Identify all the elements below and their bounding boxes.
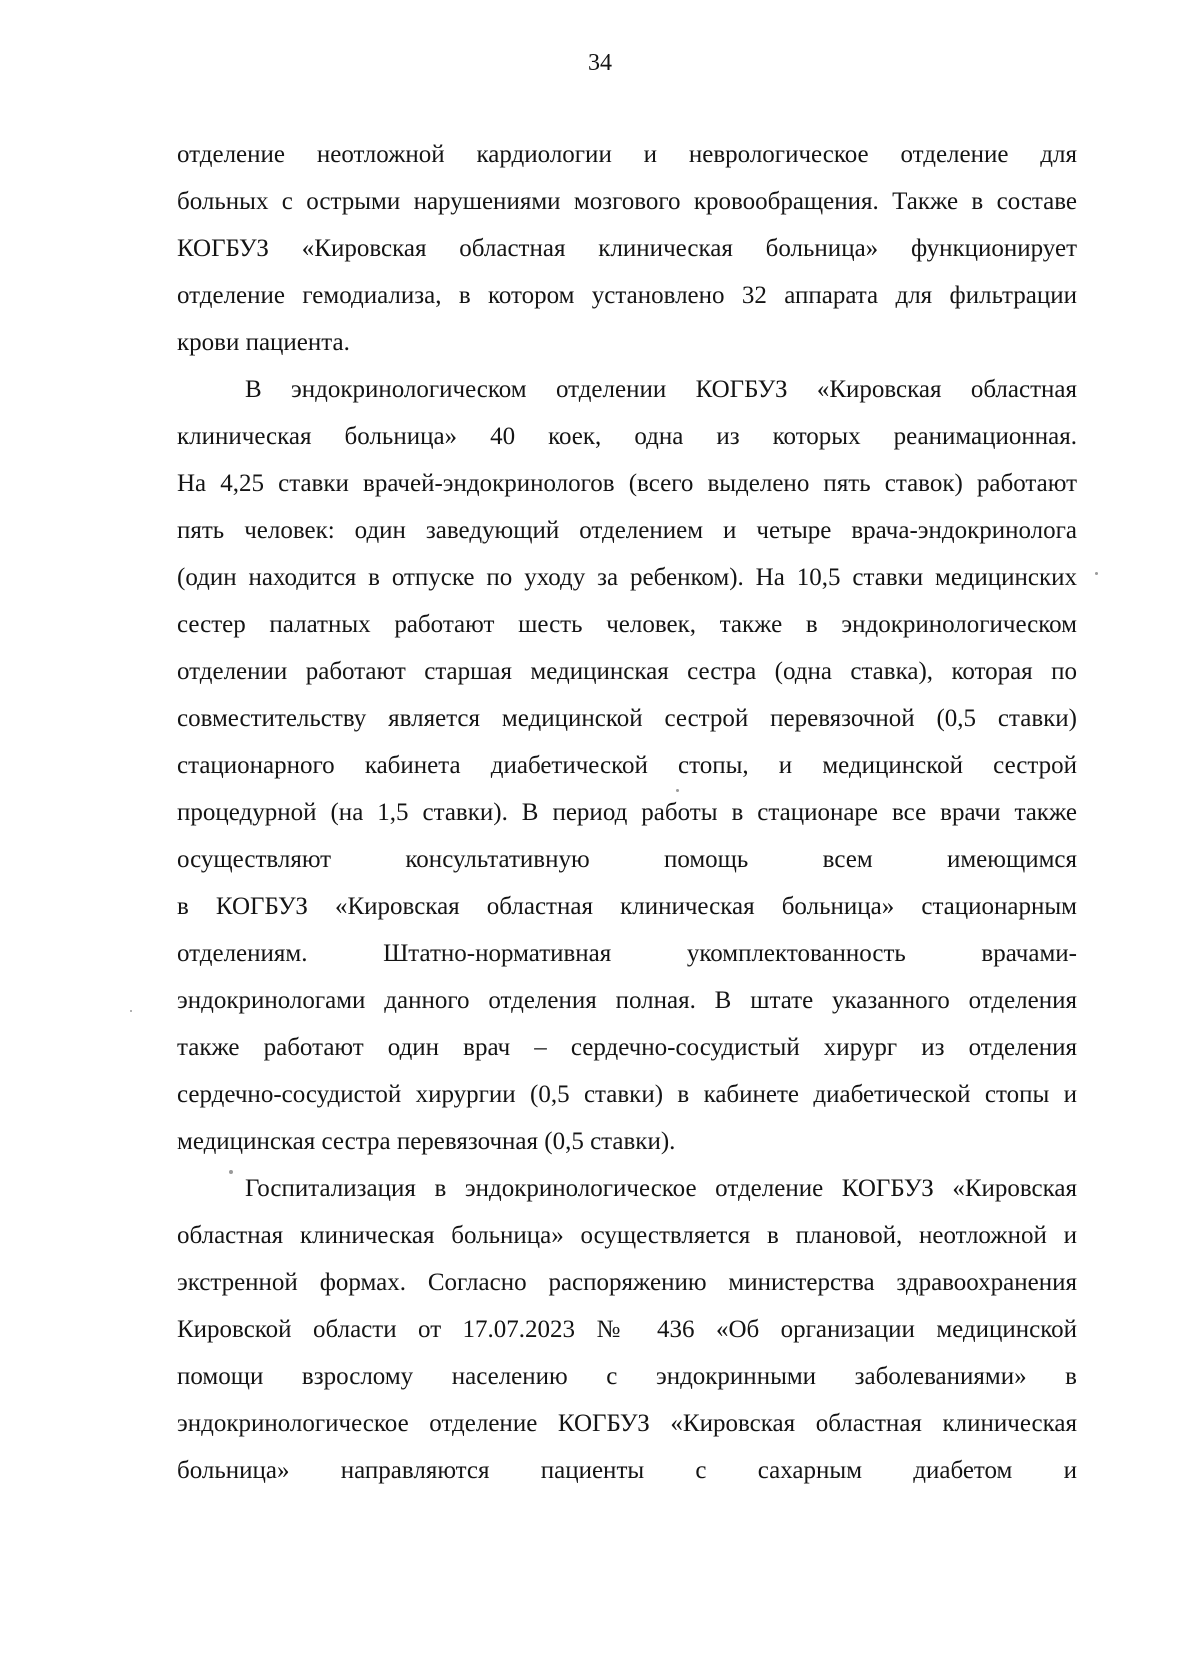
scan-speck bbox=[1095, 572, 1098, 575]
text-line: отделение неотложной кардиологии и неврологическое отделение для bbox=[177, 141, 1077, 168]
text-line: крови пациента. bbox=[177, 329, 350, 356]
text-line: помощи взрослому населению с эндокринными заболеваниями» в bbox=[177, 1363, 1077, 1390]
scan-speck bbox=[676, 789, 679, 792]
text-line: медицинская сестра перевязочная (0,5 ставки). bbox=[177, 1128, 676, 1155]
text-line: также работают один врач – сердечно-сосудистый хирург из отделения bbox=[177, 1034, 1077, 1061]
text-line: отделениям. Штатно-нормативная укомплектованность врачами- bbox=[177, 940, 1077, 967]
scan-speck bbox=[130, 1010, 132, 1012]
text-line: осуществляют консультативную помощь всем имеющимся bbox=[177, 846, 1077, 873]
text-line: в КОГБУЗ «Кировская областная клиническая больница» стационарным bbox=[177, 893, 1077, 920]
scan-speck bbox=[229, 1170, 233, 1174]
text-line: эндокринологическое отделение КОГБУЗ «Кировская областная клиническая bbox=[177, 1410, 1077, 1437]
text-line: (один находится в отпуске по уходу за ребенком). На 10,5 ставки медицинских bbox=[177, 564, 1077, 591]
text-line: клиническая больница» 40 коек, одна из которых реанимационная. bbox=[177, 423, 1077, 450]
text-line: экстренной формах. Согласно распоряжению министерства здравоохранения bbox=[177, 1269, 1077, 1296]
text-line: процедурной (на 1,5 ставки). В период работы в стационаре все врачи также bbox=[177, 799, 1077, 826]
text-line: стационарного кабинета диабетической стопы, и медицинской сестрой bbox=[177, 752, 1077, 779]
text-line: областная клиническая больница» осуществляется в плановой, неотложной и bbox=[177, 1222, 1077, 1249]
text-line: Кировской области от 17.07.2023 № 436 «Об организации медицинской bbox=[177, 1316, 1077, 1343]
text-line: отделение гемодиализа, в котором установлено 32 аппарата для фильтрации bbox=[177, 282, 1077, 309]
text-line: эндокринологами данного отделения полная. В штате указанного отделения bbox=[177, 987, 1077, 1014]
text-line: сестер палатных работают шесть человек, также в эндокринологическом bbox=[177, 611, 1077, 638]
text-line: больных с острыми нарушениями мозгового кровообращения. Также в составе bbox=[177, 188, 1077, 215]
text-line: больница» направляются пациенты с сахарным диабетом и bbox=[177, 1457, 1077, 1484]
text-line: Госпитализация в эндокринологическое отделение КОГБУЗ «Кировская bbox=[245, 1175, 1077, 1202]
text-line: На 4,25 ставки врачей-эндокринологов (всего выделено пять ставок) работают bbox=[177, 470, 1077, 497]
text-line: отделении работают старшая медицинская сестра (одна ставка), которая по bbox=[177, 658, 1077, 685]
text-line: совместительству является медицинской сестрой перевязочной (0,5 ставки) bbox=[177, 705, 1077, 732]
text-line: пять человек: один заведующий отделением и четыре врача-эндокринолога bbox=[177, 517, 1077, 544]
text-line: сердечно-сосудистой хирургии (0,5 ставки) в кабинете диабетической стопы и bbox=[177, 1081, 1077, 1108]
document-body bbox=[177, 131, 1077, 1494]
text-line: В эндокринологическом отделении КОГБУЗ «Кировская областная bbox=[245, 376, 1077, 403]
text-line: КОГБУЗ «Кировская областная клиническая больница» функционирует bbox=[177, 235, 1077, 262]
page-number: 34 bbox=[588, 50, 612, 76]
